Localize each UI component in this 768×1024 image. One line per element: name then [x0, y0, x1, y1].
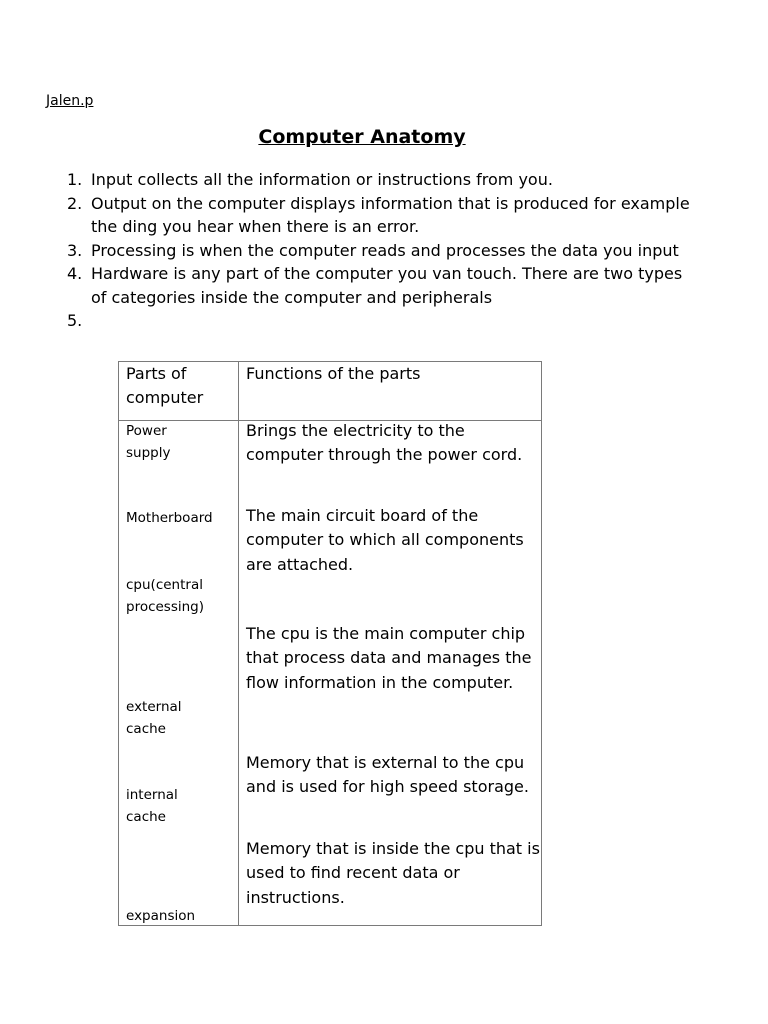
table-row: [119, 421, 542, 926]
function-external-cache: Memory that is external to the cpu and is used for high speed storage.: [246, 753, 529, 797]
list-item: [67, 192, 691, 239]
header-functions-label: Functions of the parts: [246, 364, 421, 383]
list-item-text: Hardware is any part of the computer you van touch. There are two types of categories inside the computer and peripherals: [91, 264, 683, 307]
function-motherboard: The main circuit board of the computer to which all components are attached.: [246, 506, 524, 574]
header-cell-functions: [239, 362, 542, 421]
function-cpu: The cpu is the main computer chip that process data and manages the flow information in the computer.: [246, 624, 532, 692]
part-expansion: expansion: [126, 908, 196, 924]
list-item: [67, 239, 691, 263]
function-internal-cache: Memory that is inside the cpu that is used to find recent data or instructions.: [246, 839, 540, 907]
list-item: [67, 262, 691, 309]
parts-cell: [119, 421, 239, 926]
list-item-text: Output on the computer displays information that is produced for example the ding you hear when there is an error.: [91, 193, 690, 236]
table-header-row: [119, 362, 542, 421]
list-item-number: 5.: [67, 311, 83, 330]
part-cpu: cpu(central processing): [126, 577, 205, 615]
list-item-number: 2.: [67, 193, 83, 213]
list-item-number: 4.: [67, 264, 83, 283]
part-power-supply: Power supply: [126, 423, 171, 461]
author-name: Jalen.p: [46, 93, 94, 109]
list-item: [67, 168, 691, 192]
list-item-text: Processing is when the computer reads and processes the data you input: [91, 240, 679, 260]
header-cell-parts: [119, 362, 239, 421]
functions-cell: [239, 421, 542, 926]
list-item-text: Input collects all the information or instructions from you.: [91, 170, 553, 189]
part-motherboard: Motherboard: [126, 510, 213, 526]
header-parts-label: Parts of computer: [126, 364, 204, 407]
part-external-cache: external cache: [126, 699, 182, 737]
list-item-number: 3.: [67, 240, 83, 260]
computer-parts-table: [118, 361, 542, 926]
list-item-number: 1.: [67, 170, 83, 189]
part-internal-cache: internal cache: [126, 787, 178, 825]
list-item: [67, 309, 691, 333]
document-title: Computer Anatomy: [258, 126, 466, 148]
definitions-list: [67, 168, 691, 333]
function-power-supply: Brings the electricity to the computer through the power cord.: [246, 421, 523, 465]
